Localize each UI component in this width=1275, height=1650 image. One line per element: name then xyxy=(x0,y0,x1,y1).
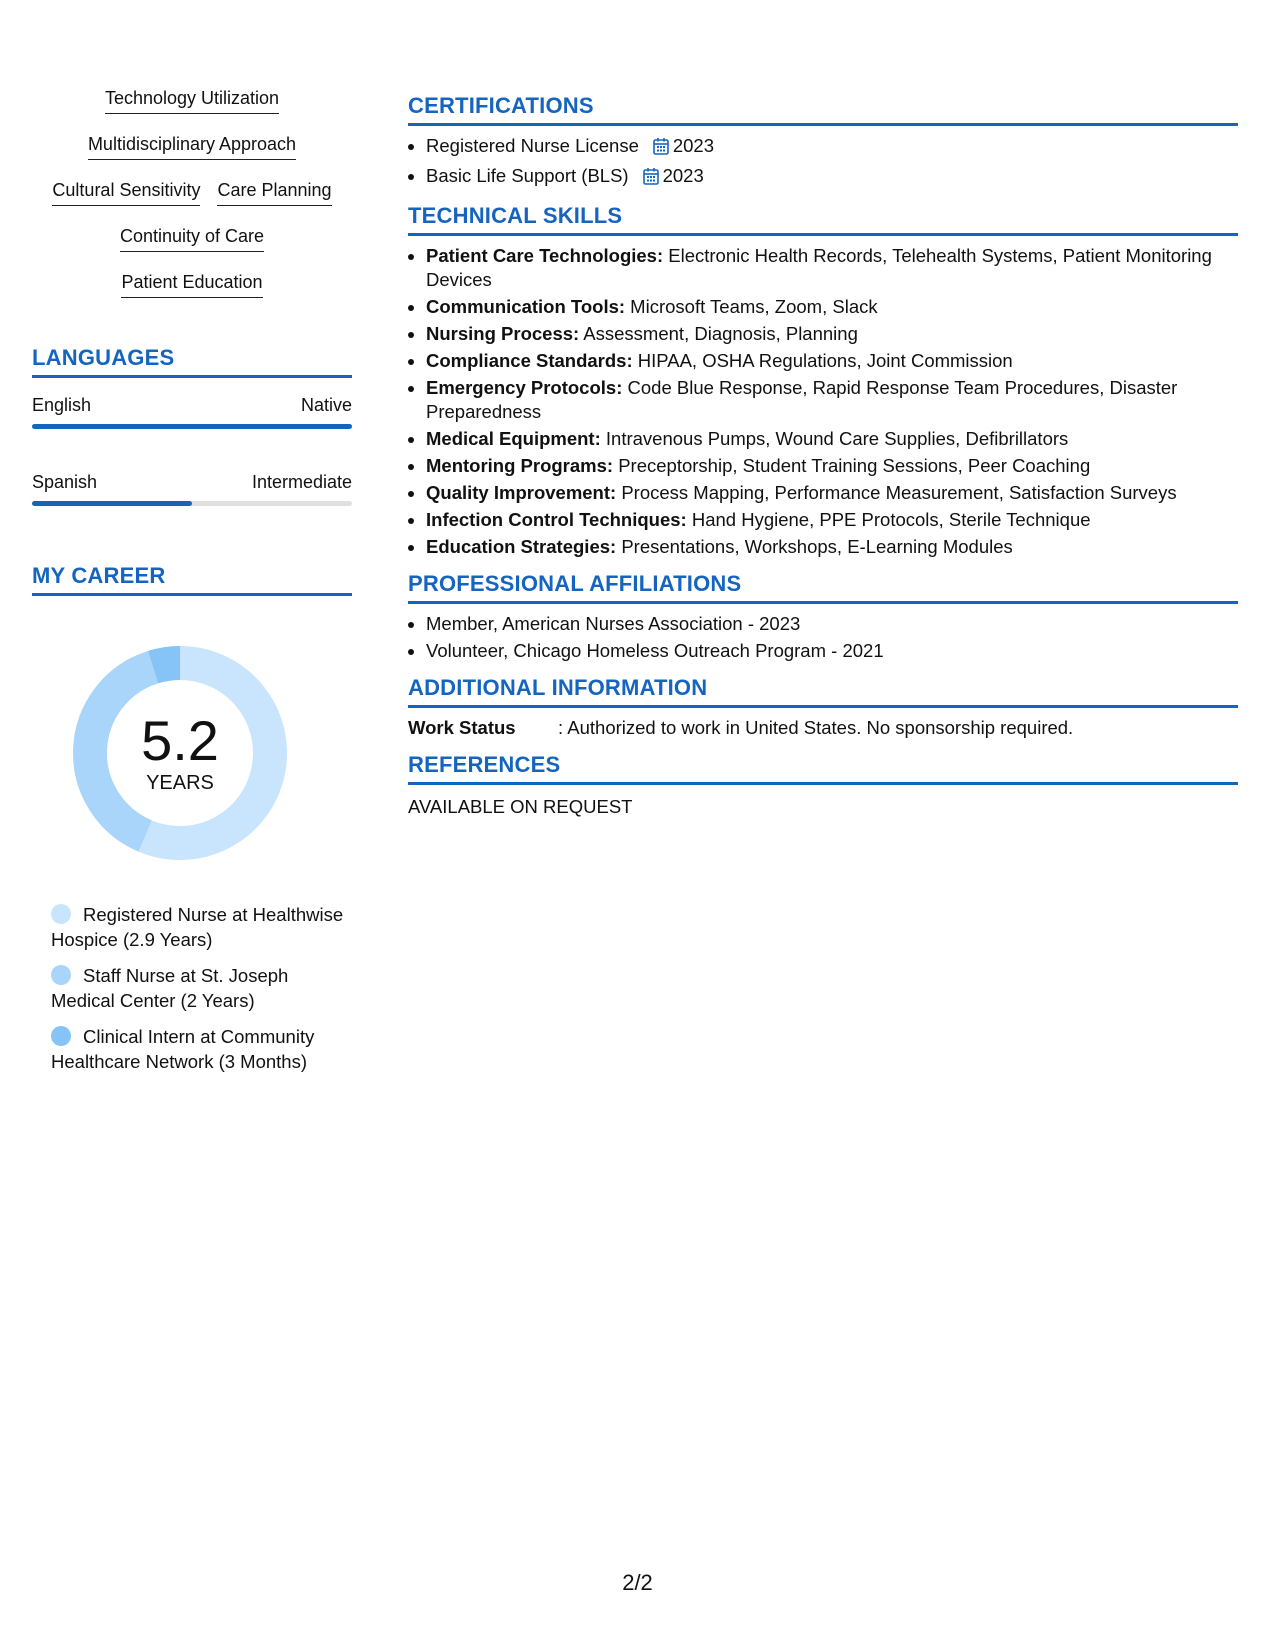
skill-text: Preceptorship, Student Training Sessions, Peer Coaching xyxy=(613,455,1091,476)
affiliations-section xyxy=(408,570,1238,663)
skill-label: Medical Equipment: xyxy=(426,428,601,449)
tag-row xyxy=(32,176,352,206)
career-total: 5.2 xyxy=(141,709,219,772)
skill-label: Communication Tools: xyxy=(426,296,626,317)
technical-skills-section xyxy=(408,202,1238,559)
language-bar-fill xyxy=(32,424,352,429)
skill-text: Process Mapping, Performance Measurement, Satisfaction Surveys xyxy=(616,482,1177,503)
tag-row xyxy=(32,130,352,160)
work-status-value: : Authorized to work in United States. No sponsorship required. xyxy=(558,717,1074,738)
calendar-icon xyxy=(643,167,659,191)
skill-tag: Continuity of Care xyxy=(120,222,264,252)
skill-tag: Patient Education xyxy=(121,268,262,298)
career-legend xyxy=(32,902,352,1074)
skill-text: Code Blue Response, Rapid Response Team Procedures, Disaster Preparedness xyxy=(426,377,1178,422)
skill-item xyxy=(426,454,1238,478)
skill-label: Nursing Process: xyxy=(426,323,580,344)
references-title: REFERENCES xyxy=(408,751,1238,785)
certifications-section xyxy=(408,92,1238,191)
languages-title: LANGUAGES xyxy=(32,344,352,378)
language-name: Spanish xyxy=(32,472,98,492)
skill-item xyxy=(426,535,1238,559)
legend-item xyxy=(51,902,352,952)
additional-info-section xyxy=(408,674,1238,740)
skill-item xyxy=(426,322,1238,346)
legend-dot xyxy=(51,965,71,985)
skill-item xyxy=(426,376,1238,424)
language-bar-fill xyxy=(32,501,192,506)
page-number: 2/2 xyxy=(622,1570,653,1595)
legend-dot xyxy=(51,1026,71,1046)
skill-label: Infection Control Techniques: xyxy=(426,509,687,530)
skill-tag: Technology Utilization xyxy=(105,84,279,114)
certification-name: Basic Life Support (BLS) xyxy=(426,165,629,186)
certifications-title: CERTIFICATIONS xyxy=(408,92,1238,126)
skill-text: Electronic Health Records, Telehealth Systems, Patient Monitoring Devices xyxy=(426,245,1212,290)
additional-info-title: ADDITIONAL INFORMATION xyxy=(408,674,1238,708)
skill-text: Intravenous Pumps, Wound Care Supplies, Defibrillators xyxy=(600,428,1069,449)
legend-label: Staff Nurse at St. Joseph Medical Center (2 Years) xyxy=(51,965,289,1011)
skill-label: Compliance Standards: xyxy=(426,350,633,371)
skill-tag: Multidisciplinary Approach xyxy=(88,130,296,160)
skill-text: HIPAA, OSHA Regulations, Joint Commission xyxy=(632,350,1013,371)
skill-item xyxy=(426,295,1238,319)
skill-item xyxy=(426,427,1238,451)
legend-dot xyxy=(51,904,71,924)
skill-item xyxy=(426,244,1238,292)
right-column xyxy=(408,92,1238,830)
career-unit: YEARS xyxy=(146,772,214,794)
certification-year: 2023 xyxy=(662,165,704,186)
language-bar xyxy=(32,424,352,429)
certification-year: 2023 xyxy=(672,135,715,156)
skill-text: Assessment, Diagnosis, Planning xyxy=(579,323,858,344)
technical-skills-title: TECHNICAL SKILLS xyxy=(408,202,1238,236)
references-section xyxy=(408,751,1238,819)
tag-row xyxy=(32,268,352,298)
calendar-icon xyxy=(653,137,669,161)
tag-row xyxy=(32,222,352,252)
legend-label: Registered Nurse at Healthwise Hospice (2.9 Years) xyxy=(51,904,344,950)
tag-row xyxy=(32,84,352,114)
legend-item xyxy=(51,963,352,1013)
work-status-label: Work Status xyxy=(408,717,516,738)
certification-name: Registered Nurse License xyxy=(426,135,639,156)
legend-item xyxy=(51,1024,352,1074)
languages-list xyxy=(32,392,352,506)
language-item xyxy=(32,392,352,429)
skill-tag: Cultural Sensitivity xyxy=(52,176,200,206)
certification-item xyxy=(426,134,1238,161)
skill-label: Mentoring Programs: xyxy=(426,455,614,476)
skill-label: Quality Improvement: xyxy=(426,482,617,503)
skill-item xyxy=(426,481,1238,505)
language-level: Intermediate xyxy=(251,472,352,492)
skill-item xyxy=(426,508,1238,532)
legend-label: Clinical Intern at Community Healthcare Network (3 Months) xyxy=(51,1026,315,1072)
skill-tag: Care Planning xyxy=(217,176,331,206)
skill-item xyxy=(426,349,1238,373)
left-column xyxy=(32,84,352,1085)
language-name: English xyxy=(32,395,92,415)
career-title: MY CAREER xyxy=(32,562,352,596)
skill-label: Emergency Protocols: xyxy=(426,377,623,398)
skill-text: Presentations, Workshops, E-Learning Modules xyxy=(616,536,1013,557)
skill-label: Education Strategies: xyxy=(426,536,617,557)
skill-text: Microsoft Teams, Zoom, Slack xyxy=(625,296,878,317)
skill-text: Hand Hygiene, PPE Protocols, Sterile Technique xyxy=(686,509,1091,530)
career-donut xyxy=(65,638,295,868)
skills-tags xyxy=(32,84,352,298)
affiliation-item: • Member, American Nurses Association - 2023 xyxy=(426,612,1238,636)
affiliations-title: PROFESSIONAL AFFILIATIONS xyxy=(408,570,1238,604)
language-item xyxy=(32,469,352,506)
certification-item xyxy=(426,164,1238,191)
language-level: Native xyxy=(300,395,352,415)
affiliation-item: • Volunteer, Chicago Homeless Outreach Program - 2021 xyxy=(426,639,1238,663)
language-bar xyxy=(32,501,352,506)
references-text: AVAILABLE ON REQUEST xyxy=(408,796,633,817)
skill-label: Patient Care Technologies: xyxy=(426,245,664,266)
